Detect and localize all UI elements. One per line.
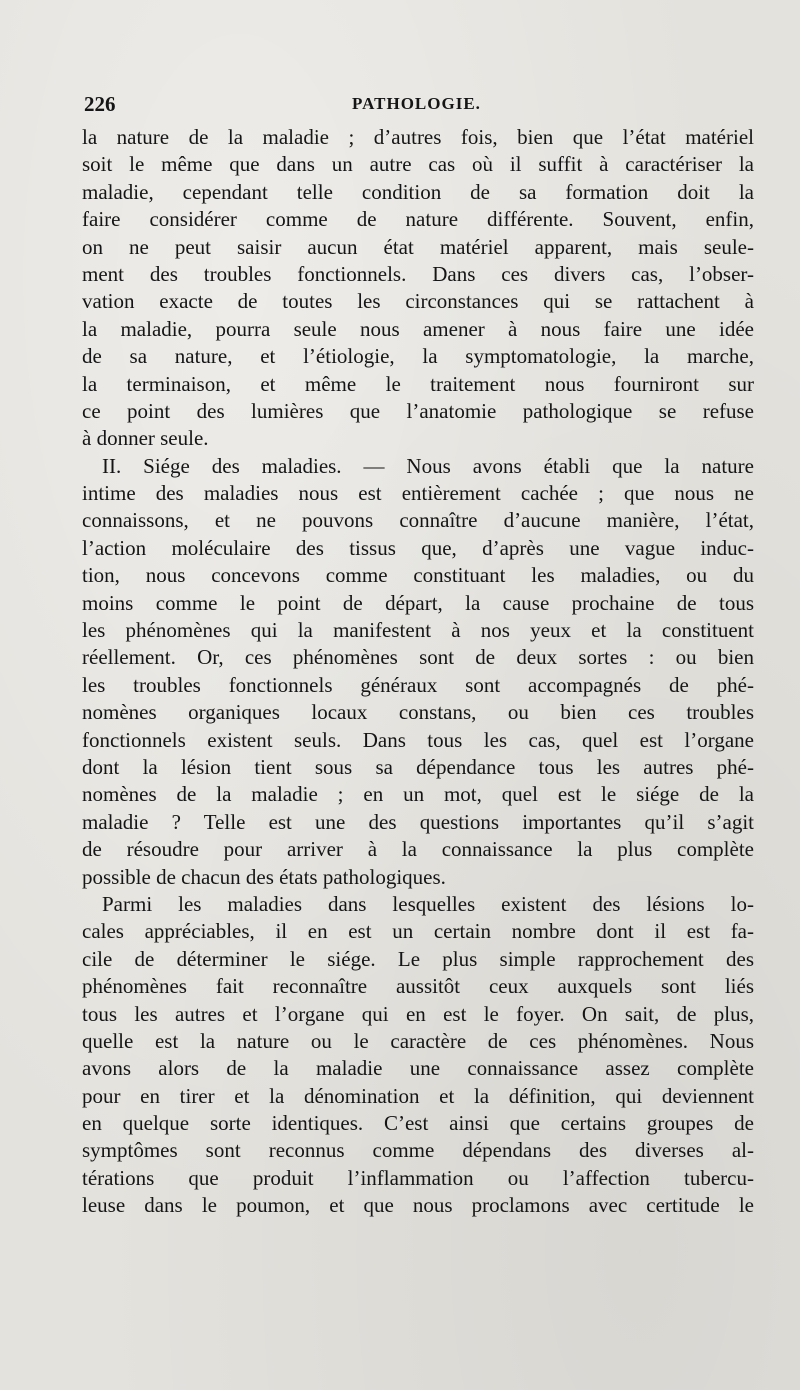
text-line: les troubles fonctionnels généraux sont accompagnés de phé- xyxy=(82,672,754,697)
text-line: ce point des lumières que l’anatomie pathologique se refuse xyxy=(82,398,754,423)
text-line: tion, nous concevons comme constituant les maladies, ou du xyxy=(82,563,754,588)
text-line: quelle est la nature ou le caractère de ces phénomènes. Nous xyxy=(82,1028,754,1053)
text-line: II. Siége des maladies. — Nous avons établi que la nature xyxy=(102,453,754,478)
text-line: réellement. Or, ces phénomènes sont de deux sortes : ou bien xyxy=(82,645,754,670)
text-line: les phénomènes qui la manifestent à nos yeux et la constituent xyxy=(82,618,754,643)
page-number: 226 xyxy=(84,92,116,116)
text-line: nomènes organiques locaux constans, ou bien ces troubles xyxy=(82,700,754,725)
text-line: on ne peut saisir aucun état matériel apparent, mais seule- xyxy=(82,234,754,259)
text-line: maladie ? Telle est une des questions importantes qu’il s’agit xyxy=(82,809,754,834)
text-line: moins comme le point de départ, la cause prochaine de tous xyxy=(82,590,754,615)
text-line: phénomènes fait reconnaître aussitôt ceux auxquels sont liés xyxy=(82,974,754,999)
text-line: cile de déterminer le siége. Le plus simple rapprochement des xyxy=(82,946,754,971)
text-line: pour en tirer et la dénomination et la définition, qui deviennent xyxy=(82,1083,754,1108)
text-line: de sa nature, et l’étiologie, la symptomatologie, la marche, xyxy=(82,344,754,369)
text-line: la maladie, pourra seule nous amener à nous faire une idée xyxy=(82,316,754,341)
text-line: ment des troubles fonctionnels. Dans ces divers cas, l’obser- xyxy=(82,261,754,286)
text-line: fonctionnels existent seuls. Dans tous les cas, quel est l’organe xyxy=(82,727,754,752)
text-line: soit le même que dans un autre cas où il suffit à caractériser la xyxy=(82,152,754,177)
text-line: Parmi les maladies dans lesquelles existent des lésions lo- xyxy=(102,891,754,916)
text-line: dont la lésion tient sous sa dépendance tous les autres phé- xyxy=(82,754,754,779)
text-line: symptômes sont reconnus comme dépendans des diverses al- xyxy=(82,1138,754,1163)
text-line: vation exacte de toutes les circonstances qui se rattachent à xyxy=(82,289,754,314)
body-text xyxy=(82,124,754,1220)
text-line: intime des maladies nous est entièrement cachée ; que nous ne xyxy=(82,481,754,506)
text-line: faire considérer comme de nature différente. Souvent, enfin, xyxy=(82,207,754,232)
running-head: PATHOLOGIE. xyxy=(352,94,481,113)
text-line: en quelque sorte identiques. C’est ainsi que certains groupes de xyxy=(82,1111,754,1136)
text-line: connaissons, et ne pouvons connaître d’aucune manière, l’état, xyxy=(82,508,754,533)
text-line: la terminaison, et même le traitement nous fourniront sur xyxy=(82,371,754,396)
text-line: avons alors de la maladie une connaissance assez complète xyxy=(82,1056,754,1081)
text-line: cales appréciables, il en est un certain nombre dont il est fa- xyxy=(82,919,754,944)
text-line: de résoudre pour arriver à la connaissance la plus complète xyxy=(82,837,754,862)
text-line: la nature de la maladie ; d’autres fois, bien que l’état matériel xyxy=(82,125,754,149)
text-line: maladie, cependant telle condition de sa formation doit la xyxy=(82,179,754,204)
text-line: leuse dans le poumon, et que nous proclamons avec certitude le xyxy=(82,1193,754,1218)
text-line: térations que produit l’inflammation ou l’affection tubercu- xyxy=(82,1165,754,1190)
text-line: l’action moléculaire des tissus que, d’après une vague induc- xyxy=(82,535,754,560)
page-header xyxy=(84,92,756,122)
text-line: à donner seule. xyxy=(82,426,209,451)
text-line: possible de chacun des états pathologiques. xyxy=(82,864,446,889)
text-line: nomènes de la maladie ; en un mot, quel est le siége de la xyxy=(82,782,754,807)
text-line: tous les autres et l’organe qui en est le foyer. On sait, de plus, xyxy=(82,1001,754,1026)
